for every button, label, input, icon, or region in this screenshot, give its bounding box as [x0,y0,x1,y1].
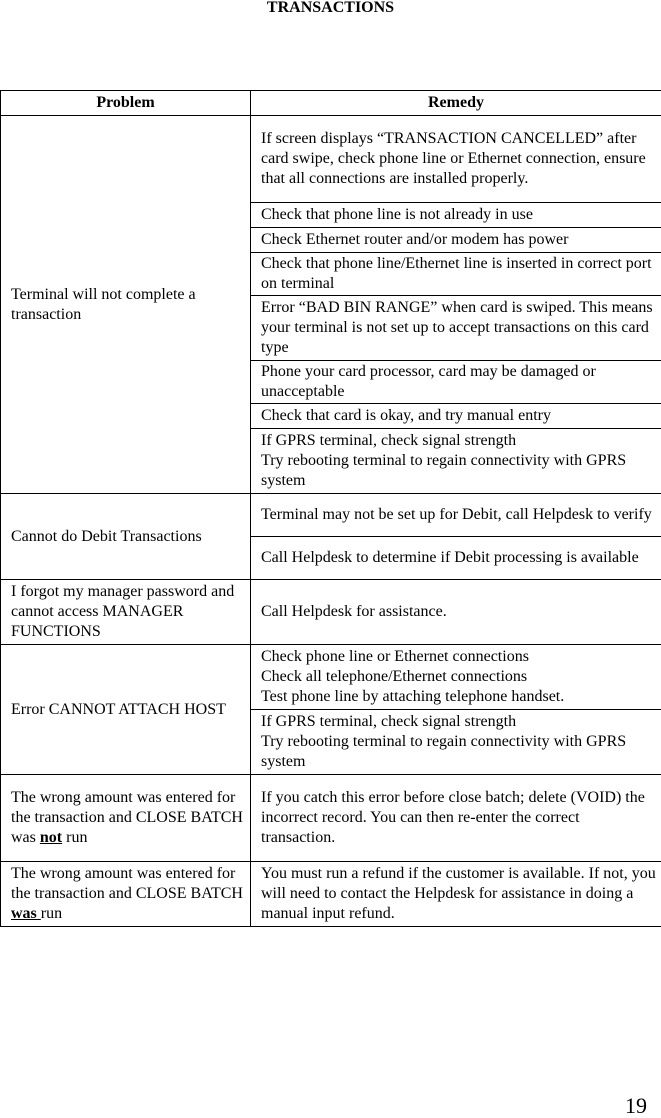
remedy-cell: Check that phone line/Ethernet line is inserted in correct port on terminal [251,253,661,296]
page-title: TRANSACTIONS [0,0,661,18]
remedy-line: Check phone line or Ethernet connections [261,647,657,667]
problem-cell [1,775,251,862]
problem-text: run [41,905,62,922]
table-row [1,645,661,710]
header-problem: Problem [1,91,251,116]
problem-cell: Error CANNOT ATTACH HOST [1,645,251,775]
table-row [1,494,661,537]
table-row [1,580,661,645]
problem-text: run [62,829,87,846]
remedy-cell: If you catch this error before close batch; delete (VOID) the incorrect record. You can then re-enter the correct transaction. [251,775,661,862]
table-row [1,775,661,862]
problem-cell: I forgot my manager password and cannot access MANAGER FUNCTIONS [1,580,251,645]
remedy-cell: Call Helpdesk to determine if Debit processing is available [251,537,661,580]
header-row [1,91,661,116]
table-row [1,862,661,927]
remedy-cell [251,710,661,775]
remedy-cell: You must run a refund if the customer is available. If not, you will need to contact the Helpdesk for assistance in doing a manual input refund. [251,862,661,927]
remedy-cell [251,645,661,710]
remedy-line: Test phone line by attaching telephone handset. [261,687,657,707]
problem-cell: Terminal will not complete a transaction [1,116,251,494]
emphasis-was: was [11,905,41,922]
remedy-cell: Phone your card processor, card may be damaged or unacceptable [251,361,661,404]
remedy-line: Try rebooting terminal to regain connectivity with GPRS system [261,451,657,491]
remedy-cell: Check that phone line is not already in use [251,203,661,228]
remedy-cell: If screen displays “TRANSACTION CANCELLED” after card swipe, check phone line or Ethernet connection, ensure that all connections are installed properly. [251,116,661,203]
problem-cell [1,862,251,927]
page-number: 19 [625,1094,647,1118]
table-row [1,116,661,203]
troubleshooting-table [0,90,661,927]
emphasis-not: not [40,829,62,846]
problem-text: The wrong amount was entered for the transaction and CLOSE BATCH was [11,789,243,846]
remedy-line: If GPRS terminal, check signal strength [261,431,657,451]
remedy-line: Check all telephone/Ethernet connections [261,667,657,687]
remedy-cell [251,429,661,494]
remedy-line: If GPRS terminal, check signal strength [261,712,657,732]
remedy-cell: Check that card is okay, and try manual entry [251,404,661,429]
remedy-cell: Terminal may not be set up for Debit, call Helpdesk to verify [251,494,661,537]
remedy-cell: Call Helpdesk for assistance. [251,580,661,645]
problem-text: The wrong amount was entered for the transaction and CLOSE BATCH [11,865,243,902]
remedy-cell: Check Ethernet router and/or modem has power [251,228,661,253]
remedy-cell: Error “BAD BIN RANGE” when card is swiped. This means your terminal is not set up to accept transactions on this card type [251,296,661,361]
problem-cell: Cannot do Debit Transactions [1,494,251,580]
remedy-line: Try rebooting terminal to regain connectivity with GPRS system [261,732,657,772]
header-remedy: Remedy [251,91,661,116]
